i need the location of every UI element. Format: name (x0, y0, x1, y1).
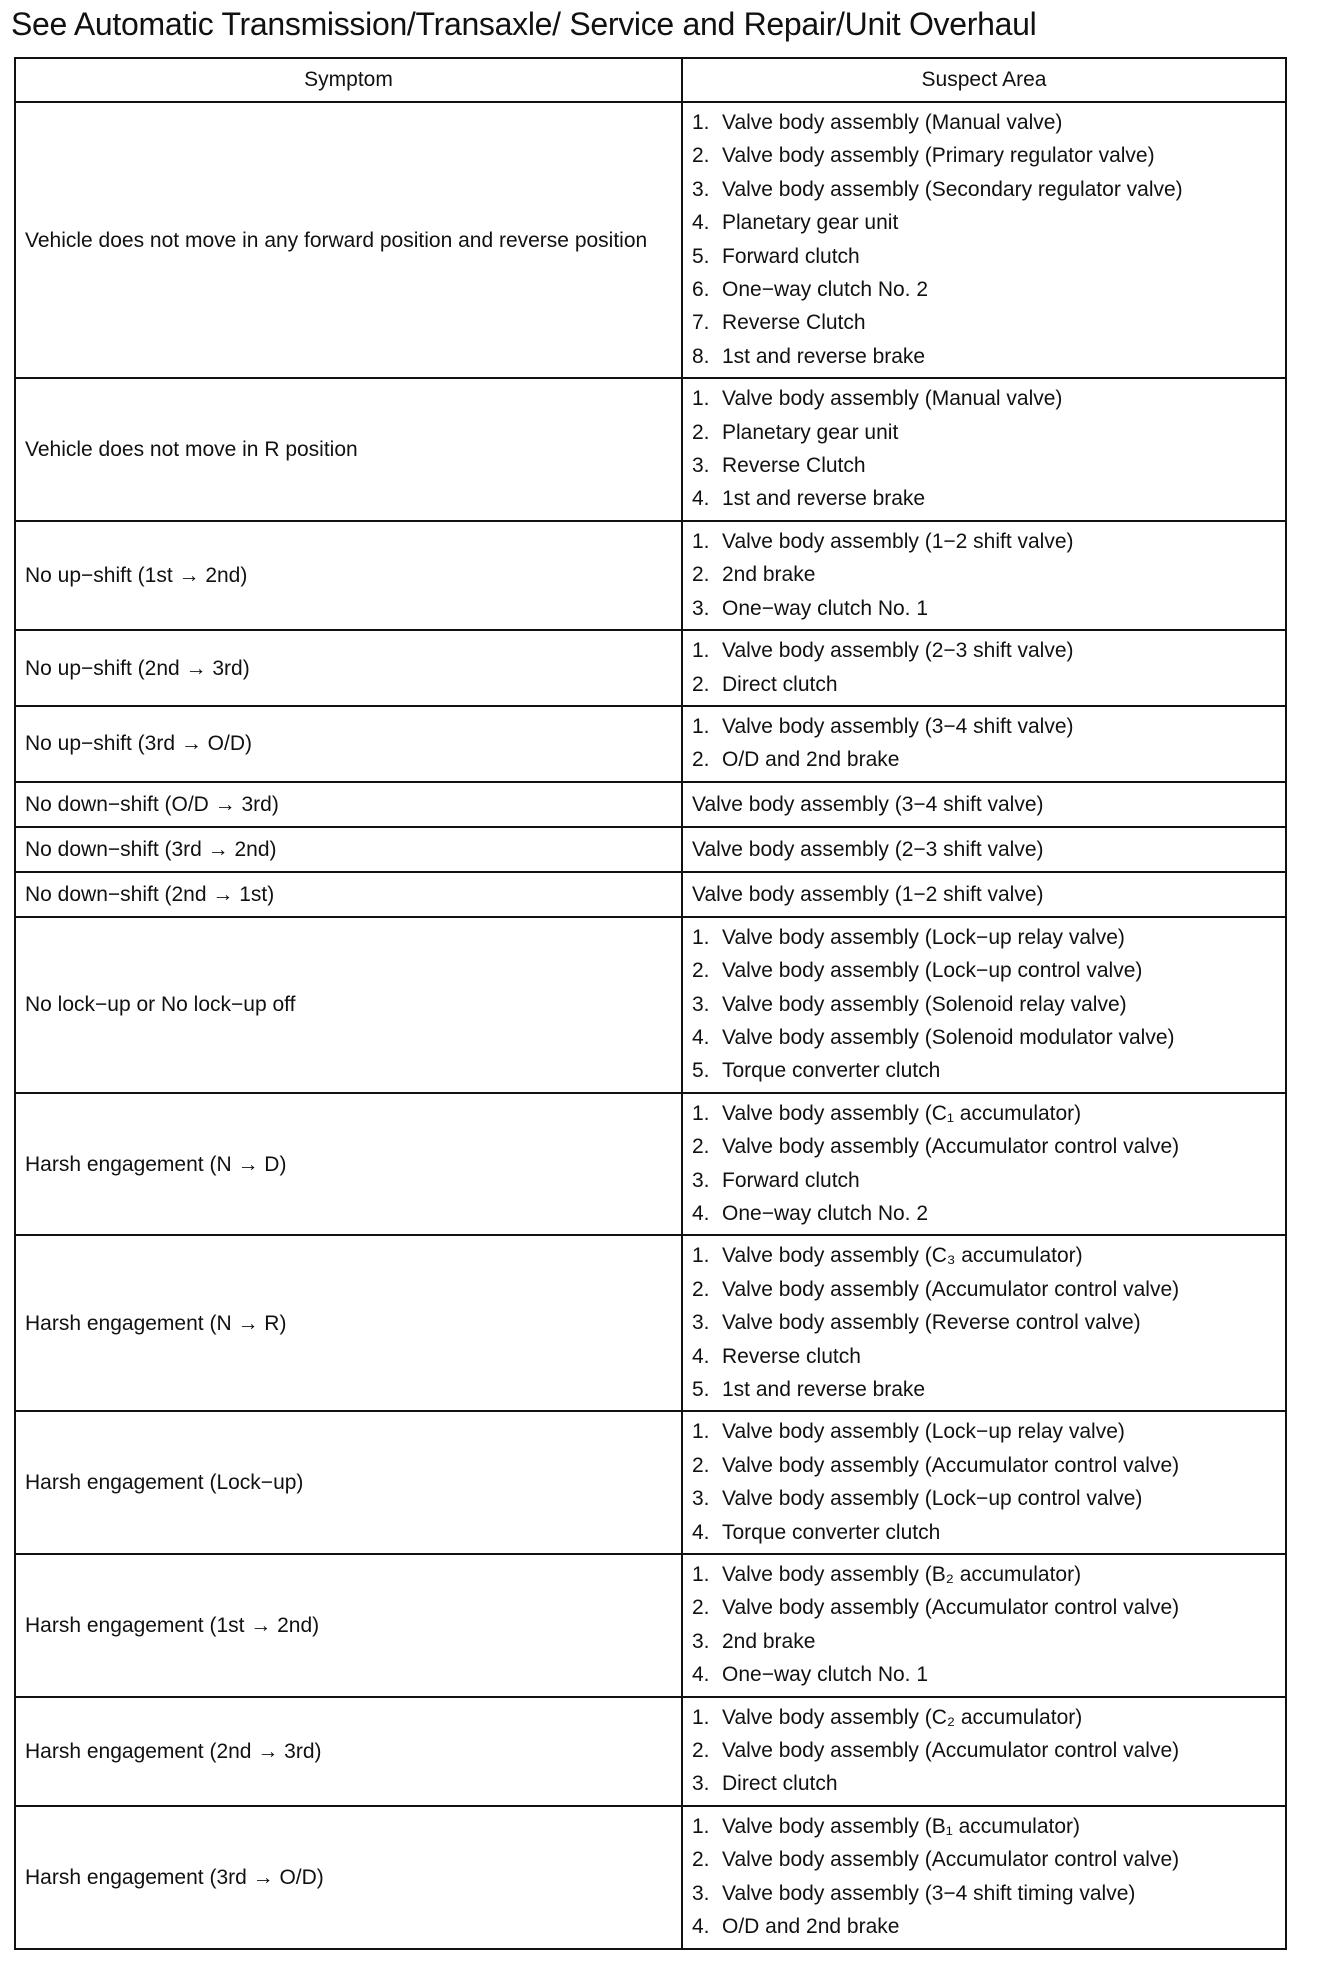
item-text: Valve body assembly (Accumulator control valve) (722, 1739, 1180, 1763)
symptom-cell: No lock−up or No lock−up off (15, 917, 682, 1093)
suspect-area-list (692, 106, 1277, 373)
table-row (15, 1093, 1286, 1236)
suspect-area-item (692, 273, 1277, 306)
item-number: 4. (692, 1915, 710, 1939)
item-text: Valve body assembly (Primary regulator valve) (722, 144, 1155, 168)
item-text: Reverse Clutch (722, 454, 866, 478)
item-number: 2. (692, 1848, 710, 1872)
item-text: Valve body assembly (Reverse control valve) (722, 1311, 1141, 1335)
item-number: 1. (692, 1101, 710, 1125)
suspect-area-item (692, 482, 1277, 515)
item-text: Valve body assembly (1−2 shift valve) (722, 529, 1074, 553)
item-number: 5. (692, 1059, 710, 1083)
item-text: Torque converter clutch (722, 1059, 941, 1083)
item-text: Planetary gear unit (722, 211, 899, 235)
item-text: Valve body assembly (Solenoid relay valve) (722, 992, 1127, 1016)
symptom-cell: No up−shift (2nd → 3rd) (15, 630, 682, 706)
suspect-area-item (692, 592, 1277, 625)
symptom-cell: Vehicle does not move in R position (15, 378, 682, 521)
item-number: 3. (692, 1311, 710, 1335)
symptom-cell: No down−shift (3rd → 2nd) (15, 827, 682, 872)
suspect-area-item (692, 449, 1277, 482)
item-number: 2. (692, 1453, 710, 1477)
suspect-area-item (692, 921, 1277, 954)
header-row (15, 58, 1286, 102)
item-text: Valve body assembly (Secondary regulator valve) (722, 177, 1183, 201)
item-text: Valve body assembly (Lock−up control valve) (722, 1487, 1143, 1511)
item-text: Valve body assembly (C₁ accumulator) (722, 1101, 1082, 1125)
item-number: 3. (692, 1168, 710, 1192)
item-number: 5. (692, 1378, 710, 1401)
suspect-area-cell (682, 102, 1286, 378)
item-text: One−way clutch No. 2 (722, 1201, 929, 1225)
item-number: 1. (692, 1563, 710, 1587)
item-number: 4. (692, 1344, 710, 1368)
suspect-area-item (692, 1591, 1277, 1624)
item-number: 3. (692, 1772, 710, 1796)
item-text: Valve body assembly (Accumulator control valve) (722, 1277, 1180, 1301)
suspect-area-list (692, 1701, 1277, 1801)
suspect-area-cell (682, 1554, 1286, 1697)
suspect-area-item (692, 382, 1277, 415)
item-number: 3. (692, 596, 710, 620)
suspect-area-item (692, 1273, 1277, 1306)
symptom-cell: Harsh engagement (2nd → 3rd) (15, 1697, 682, 1806)
item-text: 1st and reverse brake (722, 487, 926, 511)
item-text: One−way clutch No. 2 (722, 278, 929, 302)
item-number: 5. (692, 244, 710, 268)
symptom-cell: No down−shift (2nd → 1st) (15, 872, 682, 917)
item-number: 2. (692, 420, 710, 444)
suspect-area-list (692, 634, 1277, 701)
item-text: Valve body assembly (Solenoid modulator valve) (722, 1025, 1175, 1049)
suspect-area-list (692, 1810, 1277, 1944)
item-number: 2. (692, 563, 710, 587)
suspect-area-item (692, 634, 1277, 667)
suspect-area-item (692, 1197, 1277, 1230)
item-text: 2nd brake (722, 1629, 816, 1653)
item-text: Valve body assembly (C₂ accumulator) (722, 1705, 1083, 1729)
table-row (15, 1554, 1286, 1697)
suspect-area-item (692, 1658, 1277, 1691)
suspect-area-item (692, 1164, 1277, 1197)
suspect-area-item (692, 1910, 1277, 1943)
item-text: 2nd brake (722, 563, 816, 587)
suspect-area-cell (682, 630, 1286, 706)
symptom-cell: Harsh engagement (3rd → O/D) (15, 1806, 682, 1949)
suspect-area-list (692, 710, 1277, 777)
suspect-area-item (692, 1239, 1277, 1272)
suspect-area-item (692, 1415, 1277, 1448)
suspect-area-item (692, 558, 1277, 591)
item-number: 3. (692, 177, 710, 201)
item-text: Direct clutch (722, 672, 838, 696)
symptom-cell: Harsh engagement (N → D) (15, 1093, 682, 1236)
item-text: Valve body assembly (Accumulator control valve) (722, 1848, 1180, 1872)
item-text: One−way clutch No. 1 (722, 1663, 929, 1687)
suspect-area-item (692, 1130, 1277, 1163)
table-row (15, 521, 1286, 630)
item-text: Valve body assembly (3−4 shift valve) (722, 714, 1074, 738)
suspect-area-item (692, 1306, 1277, 1339)
suspect-area-list (692, 1558, 1277, 1692)
table-row (15, 1411, 1286, 1554)
symptom-cell: No up−shift (3rd → O/D) (15, 706, 682, 782)
suspect-area-cell: Valve body assembly (3−4 shift valve) (682, 782, 1286, 827)
suspect-area-cell (682, 378, 1286, 521)
suspect-area-item (692, 1021, 1277, 1054)
item-number: 2. (692, 144, 710, 168)
item-number: 4. (692, 487, 710, 511)
item-text: Torque converter clutch (722, 1520, 941, 1544)
symptom-cell: Harsh engagement (Lock−up) (15, 1411, 682, 1554)
table-row (15, 102, 1286, 378)
symptom-cell: No down−shift (O/D → 3rd) (15, 782, 682, 827)
suspect-area-cell (682, 1697, 1286, 1806)
table-row (15, 630, 1286, 706)
table-row (15, 827, 1286, 872)
item-number: 1. (692, 1705, 710, 1729)
item-text: O/D and 2nd brake (722, 748, 900, 772)
suspect-area-item (692, 416, 1277, 449)
suspect-area-item (692, 1877, 1277, 1910)
item-text: Valve body assembly (Lock−up control valve) (722, 959, 1143, 983)
item-number: 7. (692, 311, 710, 335)
item-text: Reverse clutch (722, 1344, 861, 1368)
table-row (15, 706, 1286, 782)
suspect-area-cell: Valve body assembly (1−2 shift valve) (682, 872, 1286, 917)
suspect-area-cell (682, 521, 1286, 630)
item-number: 2. (692, 1277, 710, 1301)
item-text: Valve body assembly (Manual valve) (722, 111, 1063, 134)
item-text: Valve body assembly (Accumulator control valve) (722, 1453, 1180, 1477)
item-text: Valve body assembly (Accumulator control valve) (722, 1596, 1180, 1620)
item-number: 6. (692, 278, 710, 302)
item-number: 1. (692, 111, 710, 134)
symptom-table (14, 57, 1287, 1950)
item-number: 3. (692, 1487, 710, 1511)
suspect-area-list (692, 1415, 1277, 1549)
suspect-area-item (692, 173, 1277, 206)
suspect-area-item (692, 1340, 1277, 1373)
suspect-area-item (692, 1843, 1277, 1876)
symptom-cell: Harsh engagement (1st → 2nd) (15, 1554, 682, 1697)
suspect-area-list (692, 525, 1277, 625)
item-text: Valve body assembly (Manual valve) (722, 387, 1063, 411)
suspect-area-cell (682, 706, 1286, 782)
item-text: Valve body assembly (Lock−up relay valve) (722, 925, 1125, 949)
suspect-area-item (692, 1482, 1277, 1515)
item-text: Forward clutch (722, 1168, 860, 1192)
suspect-area-item (692, 1097, 1277, 1130)
item-number: 3. (692, 1629, 710, 1653)
item-text: Planetary gear unit (722, 420, 899, 444)
item-text: Valve body assembly (B₂ accumulator) (722, 1563, 1082, 1587)
suspect-area-cell: Valve body assembly (2−3 shift valve) (682, 827, 1286, 872)
item-text: 1st and reverse brake (722, 344, 926, 368)
suspect-area-item (692, 1449, 1277, 1482)
item-number: 1. (692, 714, 710, 738)
suspect-area-item (692, 1734, 1277, 1767)
item-text: One−way clutch No. 1 (722, 596, 929, 620)
suspect-area-item (692, 525, 1277, 558)
item-text: Valve body assembly (3−4 shift timing valve) (722, 1881, 1136, 1905)
suspect-area-list (692, 1097, 1277, 1231)
item-text: Valve body assembly (Lock−up relay valve) (722, 1420, 1125, 1444)
item-number: 4. (692, 1201, 710, 1225)
suspect-area-list (692, 921, 1277, 1088)
item-number: 4. (692, 211, 710, 235)
suspect-area-list (692, 382, 1277, 516)
suspect-area-item (692, 743, 1277, 776)
suspect-area-cell (682, 917, 1286, 1093)
suspect-area-item (692, 139, 1277, 172)
symptom-cell: Harsh engagement (N → R) (15, 1235, 682, 1411)
suspect-area-item (692, 1701, 1277, 1734)
table-row (15, 1235, 1286, 1411)
suspect-area-cell (682, 1806, 1286, 1949)
suspect-area-item (692, 1558, 1277, 1591)
item-number: 1. (692, 639, 710, 663)
item-text: Valve body assembly (Accumulator control valve) (722, 1135, 1180, 1159)
table-row (15, 378, 1286, 521)
item-number: 1. (692, 1814, 710, 1838)
suspect-area-cell (682, 1093, 1286, 1236)
item-number: 8. (692, 344, 710, 368)
suspect-area-item (692, 240, 1277, 273)
item-number: 3. (692, 992, 710, 1016)
table-row (15, 917, 1286, 1093)
item-number: 1. (692, 1420, 710, 1444)
symptom-cell: No up−shift (1st → 2nd) (15, 521, 682, 630)
item-text: Valve body assembly (C₃ accumulator) (722, 1244, 1083, 1268)
item-number: 4. (692, 1025, 710, 1049)
item-number: 2. (692, 1739, 710, 1763)
suspect-area-item (692, 106, 1277, 139)
symptom-cell: Vehicle does not move in any forward position and reverse position (15, 102, 682, 378)
item-number: 1. (692, 529, 710, 553)
suspect-area-item (692, 1054, 1277, 1087)
suspect-area-cell (682, 1411, 1286, 1554)
item-number: 2. (692, 1596, 710, 1620)
item-number: 2. (692, 1135, 710, 1159)
item-number: 3. (692, 454, 710, 478)
suspect-area-column-header: Suspect Area (682, 58, 1286, 102)
item-number: 1. (692, 387, 710, 411)
item-number: 4. (692, 1663, 710, 1687)
item-text: Valve body assembly (2−3 shift valve) (722, 639, 1074, 663)
suspect-area-item (692, 1767, 1277, 1800)
item-number: 4. (692, 1520, 710, 1544)
item-text: Direct clutch (722, 1772, 838, 1796)
item-text: O/D and 2nd brake (722, 1915, 900, 1939)
suspect-area-item (692, 1516, 1277, 1549)
suspect-area-item (692, 1373, 1277, 1406)
item-number: 2. (692, 672, 710, 696)
item-text: Reverse Clutch (722, 311, 866, 335)
table-row (15, 1697, 1286, 1806)
suspect-area-cell (682, 1235, 1286, 1411)
suspect-area-item (692, 668, 1277, 701)
suspect-area-item (692, 1810, 1277, 1843)
suspect-area-item (692, 206, 1277, 239)
item-text: Forward clutch (722, 244, 860, 268)
suspect-area-list (692, 1239, 1277, 1406)
table-row (15, 782, 1286, 827)
item-text: 1st and reverse brake (722, 1378, 926, 1401)
suspect-area-item (692, 988, 1277, 1021)
suspect-area-item (692, 710, 1277, 743)
item-number: 3. (692, 1881, 710, 1905)
suspect-area-item (692, 1625, 1277, 1658)
symptom-column-header: Symptom (15, 58, 682, 102)
table-row (15, 872, 1286, 917)
item-number: 2. (692, 748, 710, 772)
table-row (15, 1806, 1286, 1949)
item-number: 1. (692, 925, 710, 949)
table-body (15, 102, 1286, 1949)
page-title: See Automatic Transmission/Transaxle/ Service and Repair/Unit Overhaul (11, 6, 1037, 42)
suspect-area-item (692, 340, 1277, 373)
item-number: 1. (692, 1244, 710, 1268)
item-number: 2. (692, 959, 710, 983)
item-text: Valve body assembly (B₁ accumulator) (722, 1814, 1081, 1838)
suspect-area-item (692, 306, 1277, 339)
suspect-area-item (692, 954, 1277, 987)
